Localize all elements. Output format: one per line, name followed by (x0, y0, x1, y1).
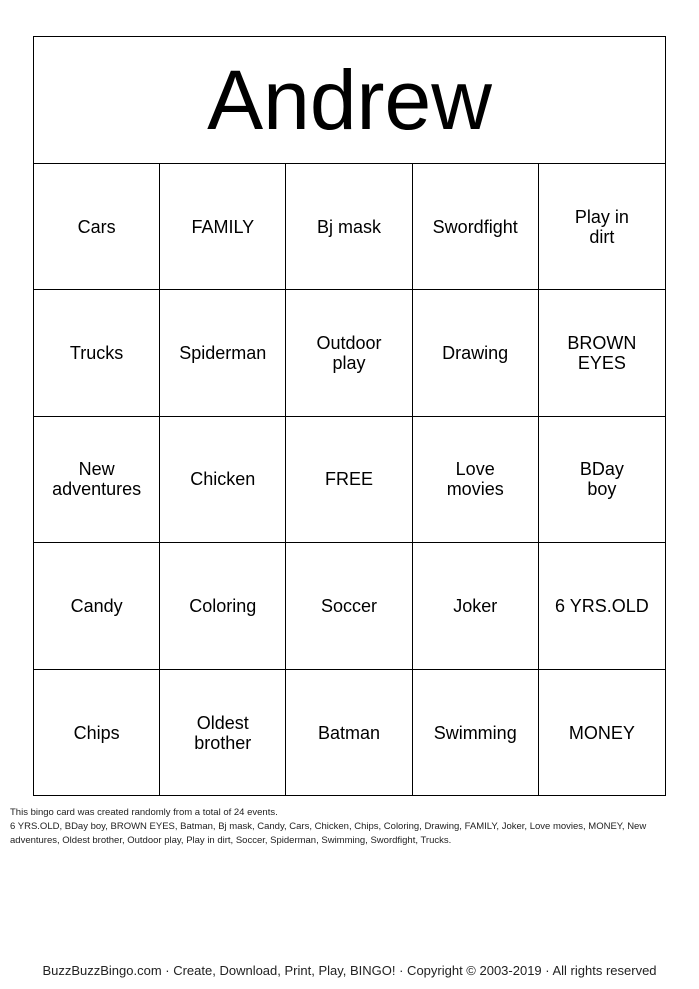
bingo-cell: FAMILY (160, 164, 286, 290)
bingo-grid (34, 164, 665, 796)
free-cell: FREE (286, 417, 412, 543)
bingo-cell: Bj mask (286, 164, 412, 290)
footer-copyright: BuzzBuzzBingo.com · Create, Download, Print, Play, BINGO! · Copyright © 2003-2019 · All rights reserved (42, 963, 657, 978)
bingo-cell: Play in dirt (539, 164, 665, 290)
bingo-cell: New adventures (34, 417, 160, 543)
info-summary: This bingo card was created randomly from a total of 24 events. (10, 807, 278, 818)
card-info (10, 806, 690, 848)
card-title: Andrew (34, 37, 665, 164)
info-event-list: 6 YRS.OLD, BDay boy, BROWN EYES, Batman, Bj mask, Candy, Cars, Chicken, Chips, Coloring, Drawing, FAMILY, Joker, Love movies, MONEY, New adventures, Oldest brother, Outdoor play, Play in dirt, Soccer, Spiderman, Swimming, Swordfight, Trucks. (10, 821, 647, 846)
bingo-cell: Chicken (160, 417, 286, 543)
bingo-cell: Trucks (34, 290, 160, 416)
bingo-card (33, 36, 666, 796)
bingo-cell: MONEY (568, 722, 635, 743)
bingo-cell: Coloring (160, 543, 286, 669)
bingo-cell: Swordfight (413, 164, 539, 290)
bingo-cell: Cars (34, 164, 160, 290)
bingo-cell: Soccer (286, 543, 412, 669)
bingo-cell: BROWN EYES (539, 290, 665, 416)
bingo-cell: BDay boy (539, 417, 665, 543)
bingo-cell: Love movies (413, 417, 539, 543)
bingo-cell: 6 YRS.OLD (539, 543, 665, 669)
bingo-cell: Oldest brother (160, 670, 286, 796)
bingo-cell: Swimming (413, 670, 539, 796)
bingo-cell: Joker (413, 543, 539, 669)
bingo-cell: Batman (286, 670, 412, 796)
bingo-cell: Candy (34, 543, 160, 669)
bingo-cell: Chips (34, 670, 160, 796)
bingo-cell: Drawing (413, 290, 539, 416)
bingo-cell: Outdoor play (286, 290, 412, 416)
bingo-cell: Spiderman (160, 290, 286, 416)
